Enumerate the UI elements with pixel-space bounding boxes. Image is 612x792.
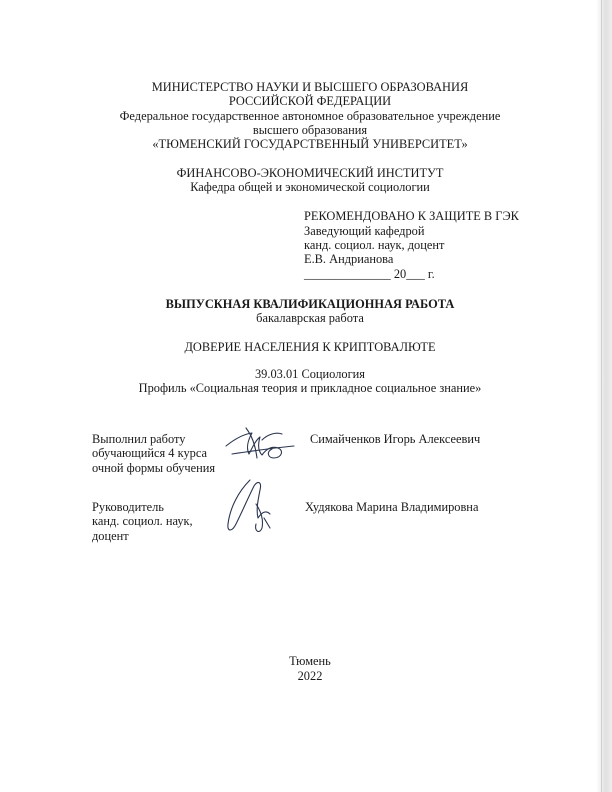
- department-name: Кафедра общей и экономической социологии: [190, 180, 430, 194]
- supervisor-label-3: доцент: [92, 529, 129, 543]
- university-name: «ТЮМЕНСКИЙ ГОСУДАРСТВЕННЫЙ УНИВЕРСИТЕТ»: [152, 137, 468, 151]
- approval-heading: РЕКОМЕНДОВАНО К ЗАЩИТЕ В ГЭК: [304, 209, 519, 223]
- student-label-3: очной формы обучения: [92, 461, 216, 475]
- student-label-2: обучающийся 4 курса: [92, 446, 207, 460]
- work-subtitle: бакалаврская работа: [256, 311, 364, 325]
- student-signature: [222, 424, 298, 466]
- specialty-code: 39.03.01 Социология: [254, 367, 365, 381]
- ministry-line-1: МИНИСТЕРСТВО НАУКИ И ВЫСШЕГО ОБРАЗОВАНИЯ: [151, 80, 469, 94]
- year: 2022: [297, 669, 323, 683]
- supervisor-name: Худякова Марина Владимировна: [305, 500, 479, 514]
- supervisor-signature: [220, 474, 280, 538]
- institution-type-line-1: Федеральное государственное автономное образовательное учреждение: [119, 109, 501, 123]
- specialty-profile: Профиль «Социальная теория и прикладное социальное знание»: [138, 381, 482, 395]
- approval-name: Е.В. Андрианова: [304, 252, 394, 266]
- page-edge-shadow: [596, 0, 612, 792]
- city: Тюмень: [289, 654, 331, 668]
- supervisor-label-1: Руководитель: [92, 500, 164, 514]
- institute-name: ФИНАНСОВО-ЭКОНОМИЧЕСКИЙ ИНСТИТУТ: [176, 166, 444, 180]
- approval-role: Заведующий кафедрой: [304, 224, 425, 238]
- institution-type-line-2: высшего образования: [252, 123, 368, 137]
- student-label-1: Выполнил работу: [92, 432, 186, 446]
- student-name: Симайченков Игорь Алексеевич: [310, 432, 481, 446]
- supervisor-label-2: канд. социол. наук,: [92, 514, 193, 528]
- ministry-line-2: РОССИЙСКОЙ ФЕДЕРАЦИИ: [228, 94, 392, 108]
- work-title: ВЫПУСКНАЯ КВАЛИФИКАЦИОННАЯ РАБОТА: [165, 297, 455, 311]
- work-topic: ДОВЕРИЕ НАСЕЛЕНИЯ К КРИПТОВАЛЮТЕ: [184, 340, 436, 354]
- approval-date-line: ______________ 20___ г.: [304, 267, 435, 281]
- approval-degree: канд. социол. наук, доцент: [304, 238, 445, 252]
- page-edge-line: [601, 0, 602, 792]
